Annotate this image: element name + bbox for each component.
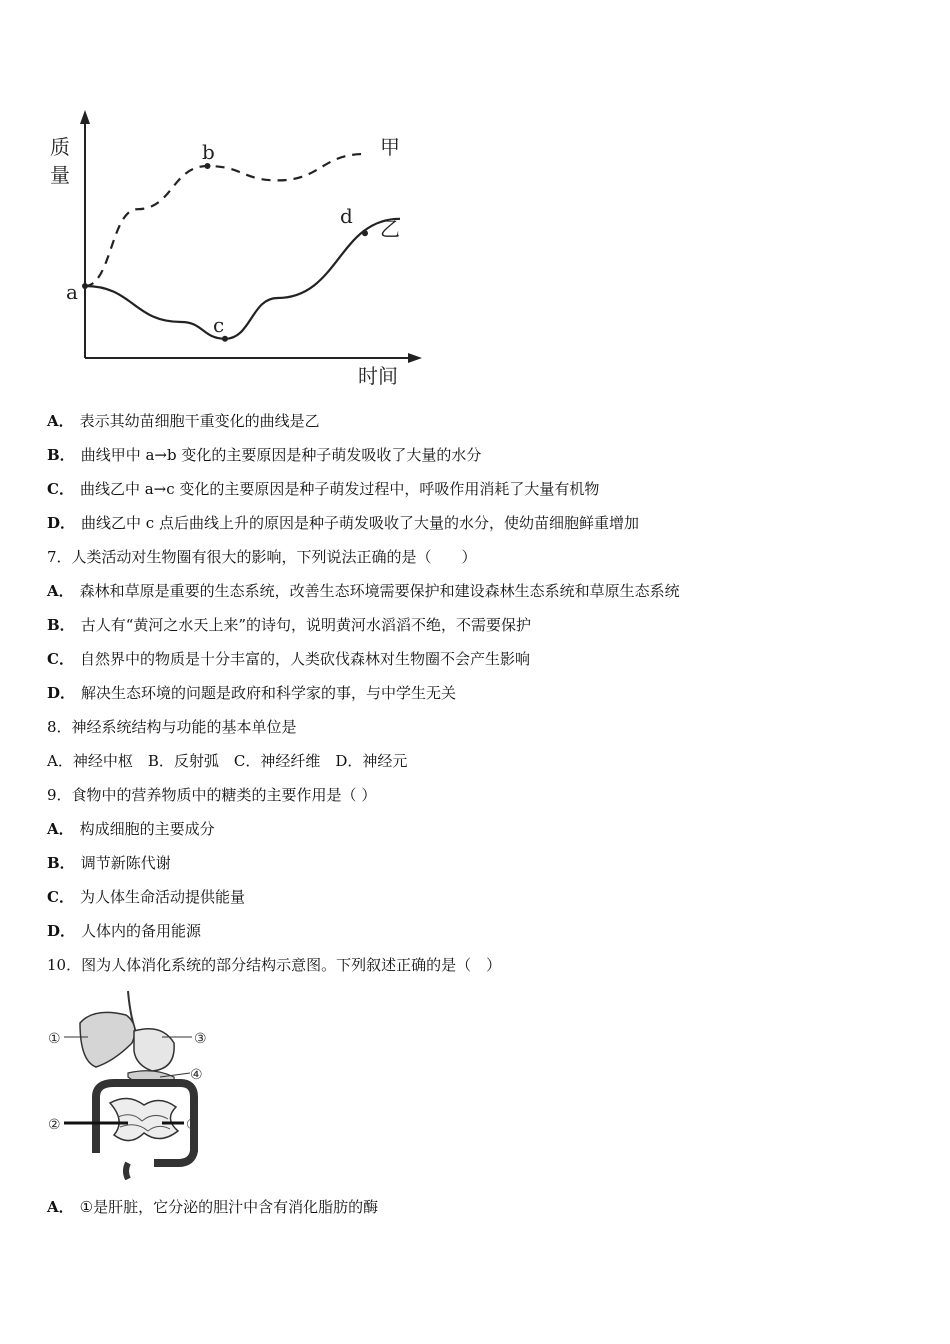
liver — [80, 1012, 135, 1067]
label-3: ③ — [194, 1031, 207, 1047]
label-d: d — [340, 204, 353, 228]
rectum — [126, 1163, 128, 1179]
label-2: ② — [48, 1117, 61, 1133]
label-a: a — [66, 280, 78, 304]
q6-option-d: D． 曲线乙中 c 点后曲线上升的原因是种子萌发吸收了大量的水分，使幼苗细胞鲜重增加 — [47, 514, 639, 532]
q7-option-c: C． 自然界中的物质是十分丰富的，人类砍伐森林对生物圈不会产生影响 — [47, 650, 530, 668]
series-jia-label: 甲 — [380, 135, 400, 159]
q6-option-a: A． 表示其幼苗细胞干重变化的曲线是乙 — [47, 412, 320, 430]
growth-curve-chart — [40, 96, 440, 391]
series-yi-line — [85, 219, 400, 339]
series-jia-line — [85, 154, 365, 286]
series-yi-label: 乙 — [380, 217, 400, 241]
y-axis-label-1: 质 — [50, 135, 70, 159]
q10-stem: 10．图为人体消化系统的部分结构示意图。下列叙述正确的是（ ） — [47, 956, 502, 974]
point-d — [362, 230, 368, 236]
q6-option-b: B． 曲线甲中 a→b 变化的主要原因是种子萌发吸收了大量的水分 — [47, 446, 482, 464]
label-1: ① — [48, 1031, 61, 1047]
y-axis-label-2: 量 — [50, 163, 70, 187]
q9-option-d: D． 人体内的备用能源 — [47, 922, 202, 940]
y-axis-arrow — [80, 110, 90, 124]
q7-stem: 7．人类活动对生物圈有很大的影响，下列说法正确的是（ ） — [47, 548, 477, 566]
q9-option-c: C． 为人体生命活动提供能量 — [47, 888, 245, 906]
q8-stem: 8．神经系统结构与功能的基本单位是 — [47, 718, 297, 736]
label-b: b — [202, 140, 215, 164]
q7-option-a: A． 森林和草原是重要的生态系统，改善生态环境需要保护和建设森林生态系统和草原生态系统 — [47, 582, 680, 600]
q9-stem: 9．食物中的营养物质中的糖类的主要作用是（ ） — [47, 786, 377, 804]
q7-option-b: B． 古人有“黄河之水天上来”的诗句，说明黄河水滔滔不绝，不需要保护 — [47, 616, 532, 634]
x-axis-arrow — [408, 353, 422, 363]
x-axis-label: 时间 — [358, 364, 398, 388]
label-c: c — [213, 313, 225, 337]
point-a — [82, 283, 88, 289]
q9-option-a: A． 构成细胞的主要成分 — [47, 820, 215, 838]
q10-option-a: A． ①是肝脏，它分泌的胆汁中含有消化脂肪的酶 — [47, 1198, 379, 1216]
label-4: ④ — [190, 1067, 203, 1083]
label-5: ⑤ — [186, 1117, 199, 1133]
q8-options: A．神经中枢 B．反射弧 C．神经纤维 D．神经元 — [47, 752, 408, 770]
digestive-system-diagram — [44, 985, 224, 1180]
q6-option-c: C． 曲线乙中 a→c 变化的主要原因是种子萌发过程中，呼吸作用消耗了大量有机物 — [47, 480, 600, 498]
q7-option-d: D． 解决生态环境的问题是政府和科学家的事，与中学生无关 — [47, 684, 457, 702]
stomach — [134, 1029, 174, 1071]
q9-option-b: B． 调节新陈代谢 — [47, 854, 171, 872]
